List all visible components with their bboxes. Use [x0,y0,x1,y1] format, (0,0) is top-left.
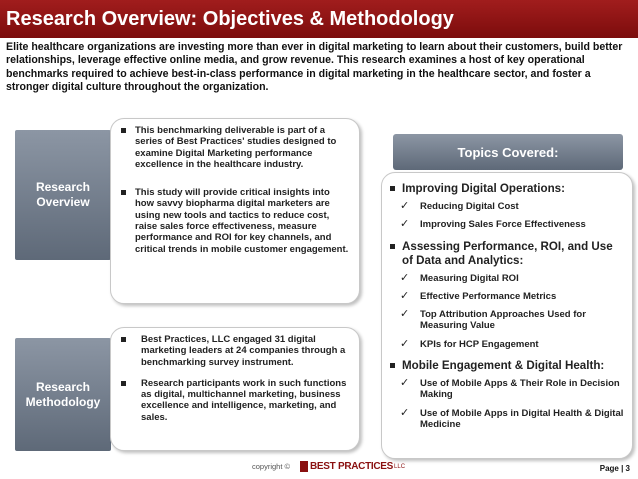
topic-section-title [388,240,626,268]
company-logo [300,460,405,473]
checkmark-icon: ✓ [400,307,410,321]
topic-section-text: Improving Digital Operations: [402,182,565,195]
methodology-bullet [119,378,351,423]
topic-item-text: Effective Performance Metrics [420,290,557,302]
slide-title: Research Overview: Objectives & Methodology [0,0,638,38]
checkmark-icon: ✓ [400,199,410,212]
square-bullet-icon [390,244,395,249]
square-bullet-icon [121,337,126,342]
topic-item [400,309,626,332]
topic-item-text: Top Attribution Approaches Used for Measuring Value [420,309,586,332]
checkmark-icon: ✓ [400,405,410,419]
topic-section-text: Mobile Engagement & Digital Health: [402,359,605,373]
research-overview-label: Research Overview [15,130,111,260]
copyright-text: copyright © [252,462,291,471]
intro-paragraph: Elite healthcare organizations are investing more than ever in digital marketing to learn about their customers, build better relationships, leverage effective online media, and grow revenue. This research examines a host of key operational benchmarks required to achieve best-in-class performance in digital marketing in the healthcare sector, and foster a stronger digital culture throughout the organization. [6,41,623,94]
overview-bullet-text: This benchmarking deliverable is part of a series of Best Practices' studies designed to examine Digital Marketing performance excellence in the healthcare industry. [135,125,337,170]
topic-item-text: Measuring Digital ROI [420,272,519,284]
methodology-bullet-text: Best Practices, LLC engaged 31 digital marketing leaders at 24 companies through a benchmarking survey instrument. [141,334,346,368]
research-methodology-label: Research Methodology [15,338,111,451]
methodology-bullet [119,334,351,368]
logo-mark-icon [300,461,308,472]
checkmark-icon: ✓ [400,288,410,302]
topic-section-title [388,359,626,373]
topics-header: Topics Covered: [393,134,623,170]
square-bullet-icon [390,186,395,191]
topic-item-text: Use of Mobile Apps & Their Role in Decision Making [420,378,620,401]
overview-bullet [119,125,351,170]
topic-item-text: Use of Mobile Apps in Digital Health & Digital Medicine [420,407,624,430]
topic-item [400,405,626,431]
topic-item [400,219,626,230]
logo-text: BEST PRACTICES [310,461,394,472]
topic-item [400,336,626,350]
topic-item-text: Reducing Digital Cost [420,201,519,212]
topic-item-text: KPIs for HCP Engagement [420,338,539,350]
research-overview-box [110,118,360,304]
checkmark-icon: ✓ [400,270,410,284]
square-bullet-icon [121,381,126,386]
overview-bullet [119,187,351,255]
page-number: Page | 3 [599,464,630,473]
topic-section-title [388,182,626,196]
topic-section-text: Assessing Performance, ROI, and Use of Data and Analytics: [402,239,613,267]
overview-bullet-text: This study will provide critical insights into how savvy biopharma digital marketers are using new tools and tactics to reduce cost, raise sales force effectiveness, measure performance and ROI for key channels, and critical trends in mobile customer engagement. [135,187,349,255]
topic-item [400,270,626,284]
checkmark-icon: ✓ [400,217,410,231]
square-bullet-icon [390,363,395,368]
research-methodology-box [110,327,360,451]
topic-item [400,201,626,212]
topic-item-text: Improving Sales Force Effectiveness [420,219,586,231]
square-bullet-icon [121,190,126,195]
topics-box [381,172,633,459]
logo-suffix: LLC [394,463,406,470]
topic-item [400,288,626,302]
square-bullet-icon [121,128,126,133]
checkmark-icon: ✓ [400,336,410,350]
topic-item [400,378,626,401]
methodology-bullet-text: Research participants work in such functions as digital, multichannel marketing, business excellence and intelligence, marketing, and sales. [141,377,347,423]
checkmark-icon: ✓ [400,376,410,390]
